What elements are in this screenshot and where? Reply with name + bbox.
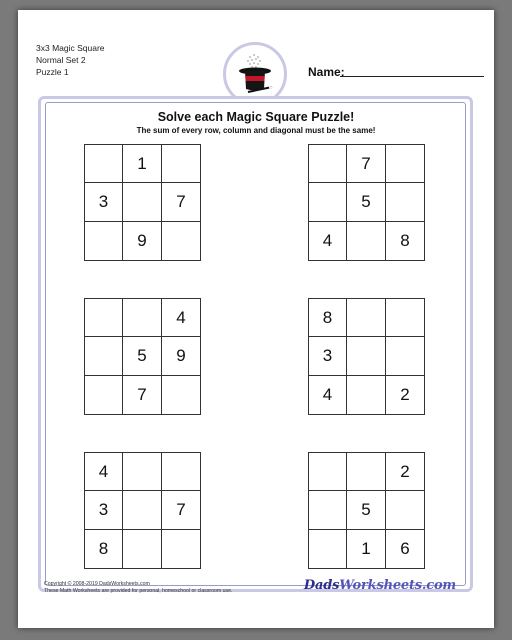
square-cell[interactable] <box>385 490 425 530</box>
square-cell[interactable] <box>308 182 347 222</box>
square-cell[interactable]: 7 <box>122 375 162 415</box>
magic-hat-icon <box>236 51 274 97</box>
square-cell[interactable] <box>161 452 201 491</box>
square-cell[interactable] <box>346 452 386 491</box>
copyright-text: Copyright © 2008-2019 DadsWorksheets.com <box>44 581 150 587</box>
square-cell[interactable]: 3 <box>308 336 347 376</box>
square-cell[interactable]: 4 <box>84 452 123 491</box>
square-cell[interactable] <box>346 336 386 376</box>
square-cell[interactable]: 3 <box>84 490 123 530</box>
square-cell[interactable] <box>122 182 162 222</box>
square-cell[interactable]: 5 <box>346 490 386 530</box>
brand-logo[interactable] <box>304 578 456 593</box>
square-cell[interactable] <box>385 298 425 337</box>
square-cell[interactable] <box>161 375 201 415</box>
puzzle-info <box>36 42 105 78</box>
magic-square-2 <box>308 144 425 261</box>
name-underline <box>340 76 484 77</box>
magic-square-4 <box>308 298 425 415</box>
usage-note: These Math Worksheets are provided for personal, homeschool or classroom use. <box>44 588 233 594</box>
instructions-subtitle: The sum of every row, column and diagonal must be the same! <box>136 126 376 135</box>
square-cell[interactable] <box>161 144 201 183</box>
magic-square-5 <box>84 452 201 569</box>
square-cell[interactable]: 2 <box>385 375 425 415</box>
square-cell[interactable]: 7 <box>161 490 201 530</box>
square-cell[interactable] <box>84 375 123 415</box>
square-cell[interactable] <box>308 529 347 569</box>
worksheet-title: 3x3 Magic Square <box>36 43 105 53</box>
square-cell[interactable] <box>308 490 347 530</box>
brand-main: Dads <box>303 578 340 593</box>
set-label: Normal Set 2 <box>36 55 86 65</box>
square-cell[interactable]: 1 <box>346 529 386 569</box>
worksheet-page <box>18 10 494 628</box>
instructions-title: Solve each Magic Square Puzzle! <box>157 110 355 124</box>
square-cell[interactable]: 9 <box>161 336 201 376</box>
magic-square-3 <box>84 298 201 415</box>
square-cell[interactable]: 4 <box>308 221 347 261</box>
square-cell[interactable] <box>385 144 425 183</box>
square-cell[interactable]: 9 <box>122 221 162 261</box>
square-cell[interactable] <box>346 298 386 337</box>
name-label: Name: <box>308 65 345 79</box>
square-cell[interactable]: 1 <box>122 144 162 183</box>
square-cell[interactable] <box>84 221 123 261</box>
square-cell[interactable]: 7 <box>161 182 201 222</box>
square-cell[interactable] <box>84 144 123 183</box>
square-cell[interactable]: 7 <box>346 144 386 183</box>
square-cell[interactable]: 4 <box>308 375 347 415</box>
square-cell[interactable] <box>84 298 123 337</box>
square-cell[interactable]: 5 <box>346 182 386 222</box>
square-cell[interactable]: 3 <box>84 182 123 222</box>
square-cell[interactable] <box>84 336 123 376</box>
square-cell[interactable] <box>122 490 162 530</box>
square-cell[interactable]: 8 <box>308 298 347 337</box>
square-cell[interactable] <box>161 221 201 261</box>
square-cell[interactable]: 8 <box>84 529 123 569</box>
puzzle-number: Puzzle 1 <box>36 67 69 77</box>
square-cell[interactable]: 6 <box>385 529 425 569</box>
square-cell[interactable]: 8 <box>385 221 425 261</box>
magic-square-1 <box>84 144 201 261</box>
square-cell[interactable] <box>122 529 162 569</box>
square-cell[interactable]: 5 <box>122 336 162 376</box>
square-cell[interactable] <box>122 452 162 491</box>
square-cell[interactable]: 4 <box>161 298 201 337</box>
footer-copyright <box>44 581 232 595</box>
brand-suffix: Worksheets.com <box>339 578 456 593</box>
square-cell[interactable] <box>122 298 162 337</box>
magic-square-6 <box>308 452 425 569</box>
square-cell[interactable] <box>346 375 386 415</box>
square-cell[interactable] <box>385 182 425 222</box>
square-cell[interactable] <box>385 336 425 376</box>
square-cell[interactable]: 2 <box>385 452 425 491</box>
square-cell[interactable] <box>308 144 347 183</box>
square-cell[interactable] <box>161 529 201 569</box>
square-cell[interactable] <box>346 221 386 261</box>
square-cell[interactable] <box>308 452 347 491</box>
